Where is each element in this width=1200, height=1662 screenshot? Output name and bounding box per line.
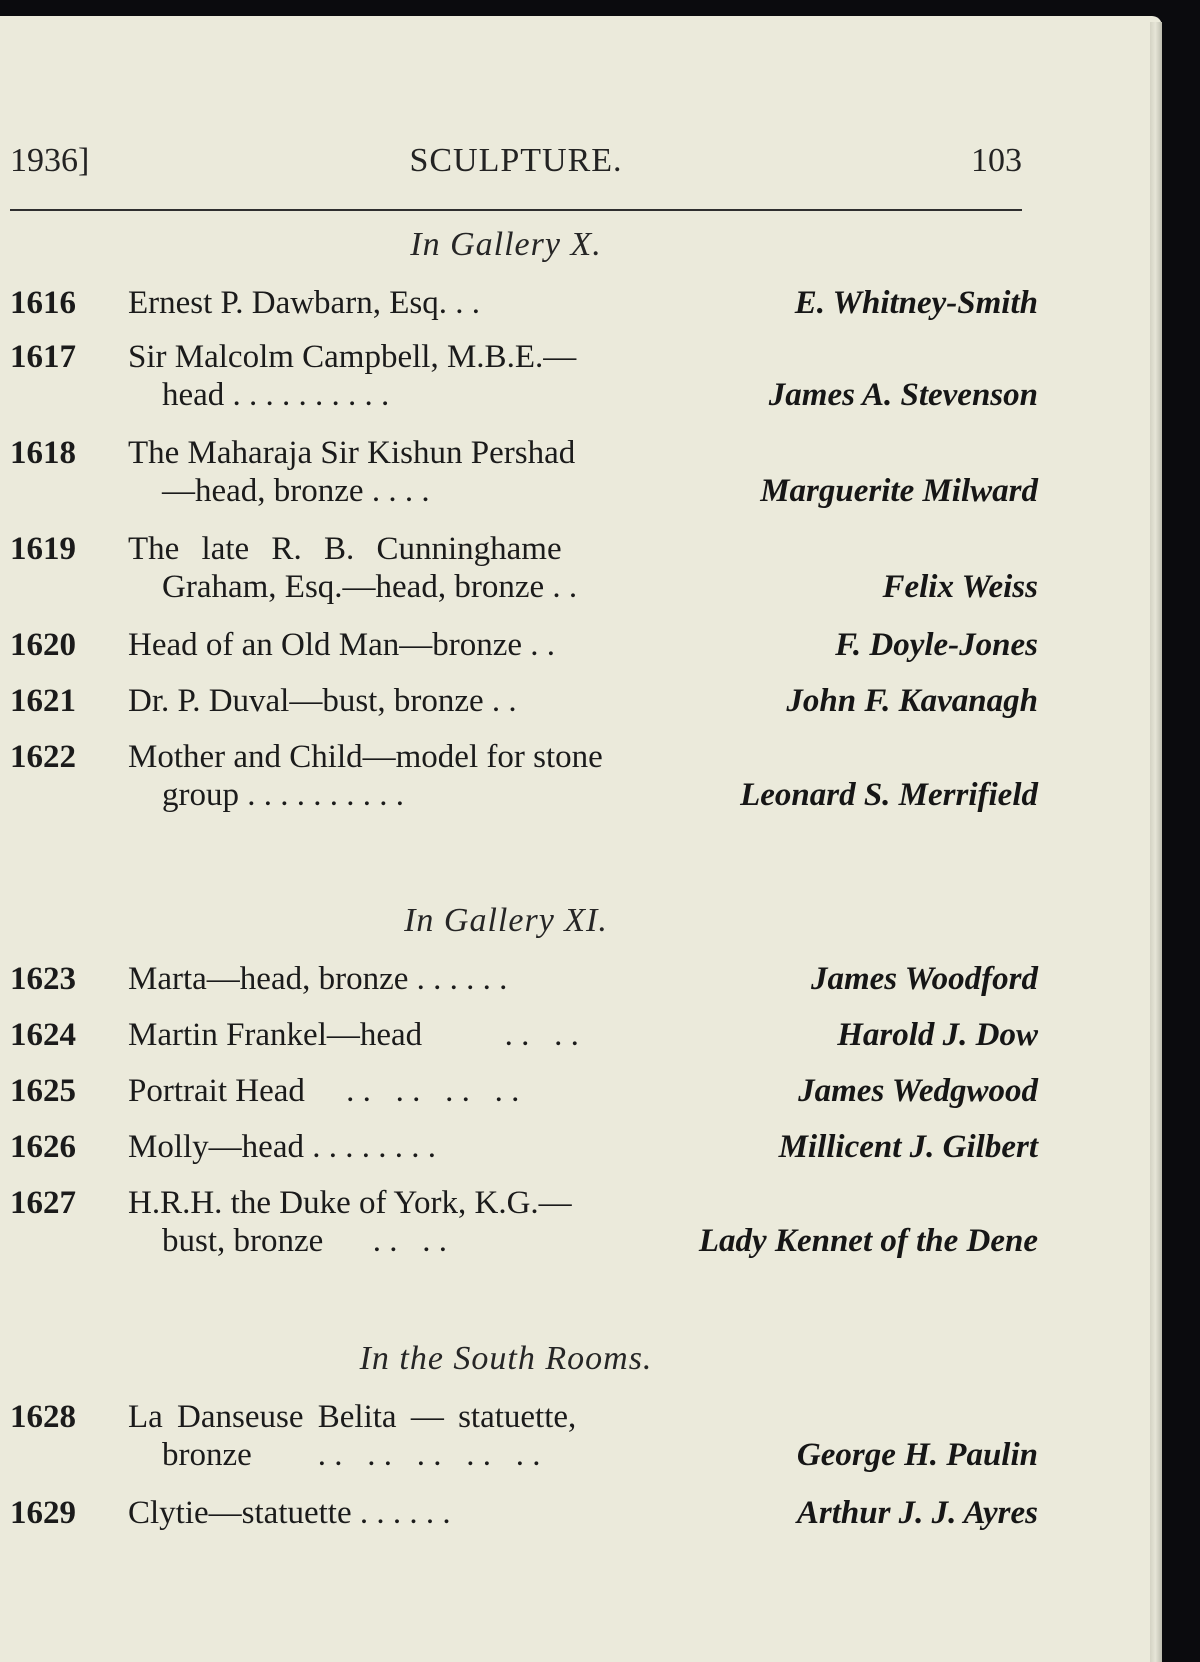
entry-title-continued: head . . . . . . . . . .: [162, 377, 390, 413]
catalogue-entry-1616: [10, 284, 1038, 322]
entry-artist: Marguerite Milward: [760, 473, 1038, 509]
entry-title: La Danseuse Belita — statuette,: [128, 1399, 577, 1435]
section-heading-south-rooms: In the South Rooms.: [359, 1340, 653, 1377]
page-header: [10, 134, 1022, 190]
entry-artist: James Wedgwood: [798, 1073, 1038, 1109]
entry-title: Clytie—statuette . . . . . .: [128, 1495, 451, 1531]
catalogue-entry-1622: [10, 738, 1038, 814]
entry-artist: James Woodford: [810, 961, 1038, 997]
catalogue-entry-1625: [10, 1072, 1038, 1110]
entry-number: 1619: [10, 531, 76, 567]
entry-number: 1626: [10, 1129, 76, 1165]
entry-number: 1625: [10, 1073, 76, 1109]
entry-artist: Leonard S. Merrifield: [740, 777, 1038, 813]
section-heading-gallery-x: In Gallery X.: [410, 226, 602, 263]
entry-number: 1618: [10, 435, 76, 471]
entry-number: 1627: [10, 1185, 76, 1221]
entry-artist: John F. Kavanagh: [786, 683, 1038, 719]
entry-title: H.R.H. the Duke of York, K.G.—: [128, 1185, 572, 1221]
entry-number: 1628: [10, 1399, 76, 1435]
entry-title: Sir Malcolm Campbell, M.B.E.—: [128, 339, 577, 375]
entry-title: The late R. B. Cunninghame: [128, 531, 562, 567]
entry-number: 1617: [10, 339, 76, 375]
catalogue-entry-1629: [10, 1494, 1038, 1532]
entry-title: Head of an Old Man—bronze . .: [128, 627, 556, 663]
entry-title: Mother and Child—model for stone: [128, 739, 603, 775]
entry-number: 1629: [10, 1495, 76, 1531]
catalogue-entry-1626: [10, 1128, 1038, 1166]
catalogue-entry-1623: [10, 960, 1038, 998]
entry-title-continued: group . . . . . . . . . .: [162, 777, 404, 813]
entry-number: 1621: [10, 683, 76, 719]
entry-artist: James A. Stevenson: [768, 377, 1038, 413]
entry-title: Portrait Head . . . . . . . .: [128, 1073, 520, 1109]
page-number: 103: [971, 142, 1022, 179]
entry-title-continued: bust, bronze . . . .: [162, 1223, 448, 1259]
entry-title-continued: —head, bronze . . . .: [162, 473, 430, 509]
entry-artist: George H. Paulin: [796, 1437, 1038, 1473]
header-title: SCULPTURE.: [409, 142, 623, 179]
entry-number: 1622: [10, 739, 76, 775]
entry-number: 1623: [10, 961, 76, 997]
book-page: [0, 16, 1162, 1662]
entry-number: 1624: [10, 1017, 76, 1053]
entry-title: Martin Frankel—head . . . .: [128, 1017, 579, 1053]
entry-title-continued: Graham, Esq.—head, bronze . .: [162, 569, 578, 605]
catalogue-entry-1621: [10, 682, 1038, 720]
entry-artist: Millicent J. Gilbert: [778, 1129, 1038, 1165]
entry-artist: Felix Weiss: [882, 569, 1038, 605]
page-edge: [1150, 22, 1162, 1662]
section-heading-gallery-xi: In Gallery XI.: [404, 902, 608, 939]
entry-number: 1616: [10, 285, 76, 321]
entry-artist: E. Whitney-Smith: [794, 285, 1038, 321]
entry-number: 1620: [10, 627, 76, 663]
entry-artist: Lady Kennet of the Dene: [698, 1223, 1038, 1259]
entry-artist: Harold J. Dow: [837, 1017, 1038, 1053]
entry-artist: Arthur J. J. Ayres: [796, 1495, 1038, 1531]
entry-title-continued: bronze . . . . . . . . . .: [162, 1437, 541, 1473]
entry-title: Marta—head, bronze . . . . . .: [128, 961, 508, 997]
entry-artist: F. Doyle-Jones: [835, 627, 1038, 663]
catalogue-entry-1627: [10, 1184, 1038, 1260]
catalogue-entry-1628: [10, 1398, 1038, 1474]
catalogue-entry-1619: [10, 530, 1038, 606]
entry-title: Ernest P. Dawbarn, Esq. . .: [128, 285, 480, 321]
entry-title: Dr. P. Duval—bust, bronze . .: [128, 683, 517, 719]
entry-title: Molly—head . . . . . . . .: [128, 1129, 436, 1165]
catalogue-entry-1618: [10, 434, 1038, 510]
entry-title: The Maharaja Sir Kishun Pershad: [128, 435, 576, 471]
catalogue-entry-1624: [10, 1016, 1038, 1054]
catalogue-entry-1620: [10, 626, 1038, 664]
catalogue-entry-1617: [10, 338, 1038, 414]
header-rule: [10, 209, 1022, 211]
header-year: 1936]: [10, 142, 90, 179]
